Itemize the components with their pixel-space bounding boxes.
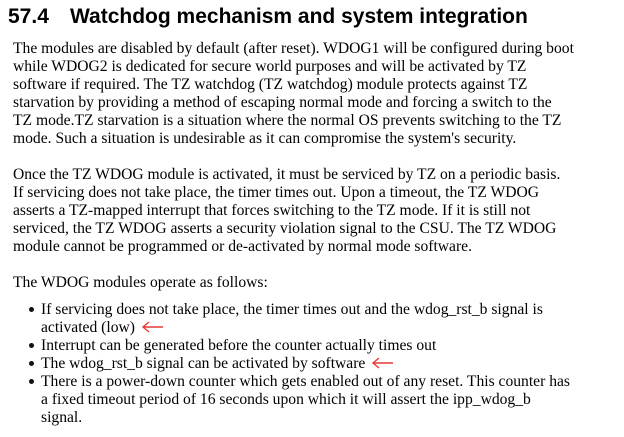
bullet-item bbox=[0, 355, 570, 373]
paragraph-servicing bbox=[13, 166, 560, 256]
text-line: If servicing does not take place, the timer times out. Upon a timeout, the TZ WDOG bbox=[13, 184, 540, 201]
text-line: a fixed timeout period of 16 seconds upon which it will assert the ipp_wdog_b bbox=[41, 391, 531, 408]
text-line: Once the TZ WDOG module is activated, it must be serviced by TZ on a periodic basis. bbox=[13, 166, 561, 183]
bullet-last-line bbox=[41, 355, 570, 373]
red-left-arrow-icon bbox=[141, 321, 165, 333]
text-line: Interrupt can be generated before the counter actually times out bbox=[41, 337, 437, 354]
text-line: There is a power-down counter which gets enabled out of any reset. This counter has bbox=[41, 373, 570, 390]
text-line: The wdog_rst_b signal can be activated by software bbox=[41, 355, 366, 372]
text-line: starvation by providing a method of escaping normal mode and forcing a switch to the bbox=[13, 94, 552, 111]
bullet-dot-icon bbox=[29, 343, 34, 348]
text-line: module cannot be programmed or de-activated by normal mode software. bbox=[13, 238, 472, 255]
bullet-dot-icon bbox=[29, 307, 34, 312]
text-line: signal. bbox=[41, 409, 83, 426]
text-line: If servicing does not take place, the timer times out and the wdog_rst_b signal is bbox=[41, 301, 543, 318]
text-line: TZ mode.TZ starvation is a situation where the normal OS prevents switching to the TZ bbox=[13, 112, 562, 129]
text-line: serviced, the TZ WDOG asserts a security violation signal to the CSU. The TZ WDOG bbox=[13, 220, 557, 237]
text-line: activated (low) bbox=[41, 319, 135, 336]
bullet-dot-icon bbox=[29, 379, 34, 384]
text-line: mode. Such a situation is undesirable as it can compromise the system's security. bbox=[13, 130, 517, 147]
paragraph-operation-intro bbox=[13, 274, 268, 292]
text-line: while WDOG2 is dedicated for secure world purposes and will be activated by TZ bbox=[13, 58, 527, 75]
red-left-arrow-icon bbox=[371, 357, 395, 369]
section-title: Watchdog mechanism and system integration bbox=[70, 5, 528, 28]
paragraph-intro bbox=[13, 40, 574, 148]
text-line: software if required. The TZ watchdog (TZ watchdog) module protects against TZ bbox=[13, 76, 528, 93]
text-line: The modules are disabled by default (after reset). WDOG1 will be configured during boot bbox=[13, 40, 574, 57]
bullet-item bbox=[0, 301, 570, 337]
bullet-item bbox=[0, 337, 570, 355]
text-line: The WDOG modules operate as follows: bbox=[13, 274, 268, 291]
bullet-last-line bbox=[41, 319, 570, 337]
bullet-item bbox=[0, 373, 570, 427]
bullet-dot-icon bbox=[29, 361, 34, 366]
operation-bullet-list bbox=[0, 301, 570, 427]
section-number: 57.4 bbox=[8, 5, 49, 28]
text-line: asserts a TZ-mapped interrupt that forces switching to the TZ mode. If it is still not bbox=[13, 202, 531, 219]
section-heading bbox=[8, 4, 528, 30]
